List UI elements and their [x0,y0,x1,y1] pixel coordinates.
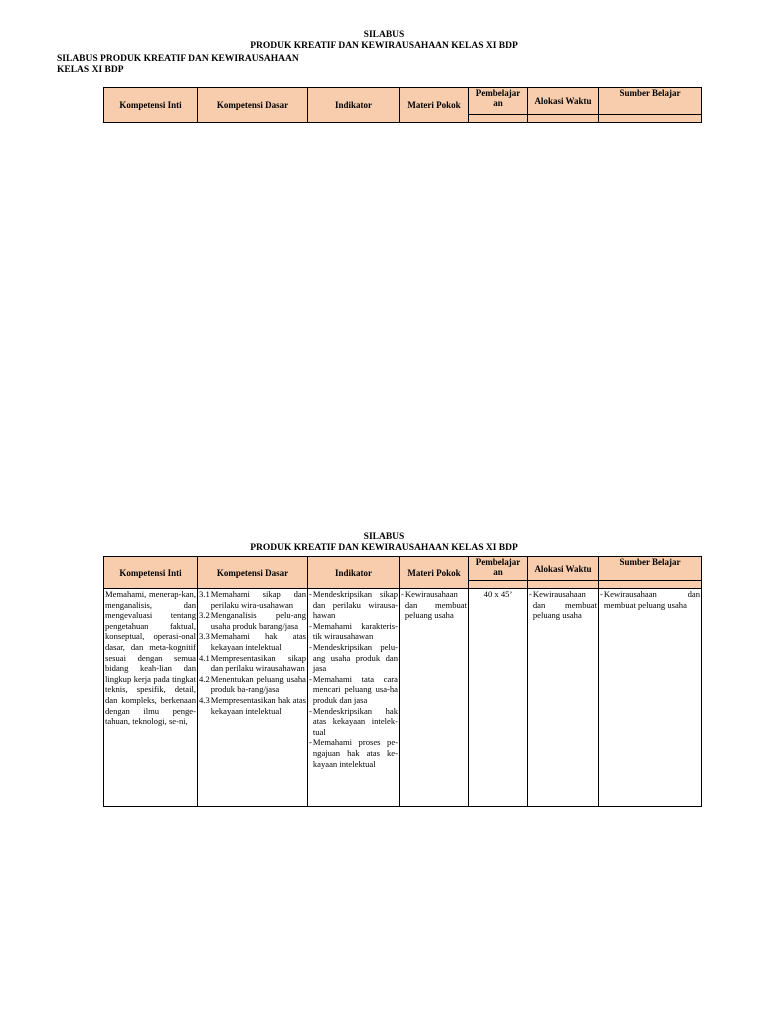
syllabus-table-header [103,87,702,123]
header-pad [528,115,599,123]
indikator-item: - Memahami karakteris-tik wirausahawan [309,620,398,642]
indikator-item: - Mendeskripsikan hak atas kekayaan intelek-tual [309,705,398,737]
cell-kompetensi-inti: Memahami, menerap-kan, menganalisis, dan mengevaluasi tentang pengetahuan faktual, konseptual, operasi-onal dasar, dan meta-kognitif sesuai dengan semua bidang keah-lian dan lingkup kerja pada tingkat teknis, spesifik, detail, dan kompleks, berkenaan dengan ilmu penge-tahuan, teknologi, se-ni, [104,589,198,807]
indikator-item: - Memahami proses pe-ngajuan hak atas ke-kayaan intelektual [309,737,398,769]
syllabus-table [103,556,702,807]
page1-subtitle: PRODUK KREATIF DAN KEWIRAUSAHAAN KELAS XI BDP [250,41,518,51]
indikator-item: - Mendeskripsikan sikap dan perilaku wirausa-hawan [309,589,398,621]
cell-indikator [308,589,400,807]
sumber-belajar-text: Kewirausahaan dan membuat peluang usaha [603,589,700,610]
cell-pembelajaran: 40 x 45’ [469,589,528,807]
cell-kompetensi-dasar [198,589,308,807]
page1-heading-line2: KELAS XI BDP [57,65,124,75]
header-sumber-belajar: Sumber Belajar [599,88,702,115]
header-pad [599,115,702,123]
header-pad [599,581,702,589]
header-kompetensi-inti: Kompetensi Inti [104,557,198,589]
materi-pokok-text: Kewirausahaan dan membuat peluang usaha [404,589,467,621]
header-alokasi-waktu: Alokasi Waktu [528,557,599,581]
header-kompetensi-dasar: Kompetensi Dasar [198,88,308,123]
header-pad [528,581,599,589]
header-indikator: Indikator [308,88,400,123]
page2-title: SILABUS [363,532,405,542]
indikator-item: - Memahami tata cara mencari peluang usa-ha produk dan jasa [309,673,398,705]
header-alokasi-waktu: Alokasi Waktu [528,88,599,115]
indikator-item: - Mendeskripsikan pelu-ang usaha produk dan jasa [309,641,398,674]
header-pad [469,581,528,589]
header-pembelajaran: Pembelajar an [469,88,528,115]
header-indikator: Indikator [308,557,400,589]
kd-item: 4.1 Mempresentasikan sikap dan perilaku wirausahawan [199,652,306,674]
kd-item: 3.2 Menganalisis pelu-ang usaha produk barang/jasa [199,610,306,631]
table-row [104,589,702,807]
header-pembelajaran: Pembelajar an [469,557,528,581]
cell-materi-pokok: - Kewirausahaan dan membuat peluang usaha [400,589,469,807]
header-materi-pokok: Materi Pokok [400,88,469,123]
header-kompetensi-dasar: Kompetensi Dasar [198,557,308,589]
page1-title: SILABUS [363,30,405,40]
kd-item: 3.1 Memahami sikap dan perilaku wira-usahawan [199,589,306,610]
cell-sumber-belajar: - Kewirausahaan dan membuat peluang usaha [599,589,702,807]
kd-item: 4.3 Mempresentasikan hak atas kekayaan intelektual [199,694,306,716]
alokasi-waktu-text: Kewirausahaan dan membuat peluang usaha [532,589,597,621]
cell-alokasi-waktu: - Kewirausahaan dan membuat peluang usaha [528,589,599,807]
header-kompetensi-inti: Kompetensi Inti [104,88,198,123]
page2-subtitle: PRODUK KREATIF DAN KEWIRAUSAHAAN KELAS XI BDP [250,543,518,553]
header-materi-pokok: Materi Pokok [400,557,469,589]
kd-item: 4.2 Menentukan peluang usaha produk ba-rang/jasa [199,673,306,695]
page1-heading-line1: SILABUS PRODUK KREATIF DAN KEWIRAUSAHAAN [57,54,299,64]
kd-item: 3.3 Memahami hak atas kekayaan intelektual [199,631,306,652]
header-sumber-belajar: Sumber Belajar [599,557,702,581]
header-pad [469,115,528,123]
